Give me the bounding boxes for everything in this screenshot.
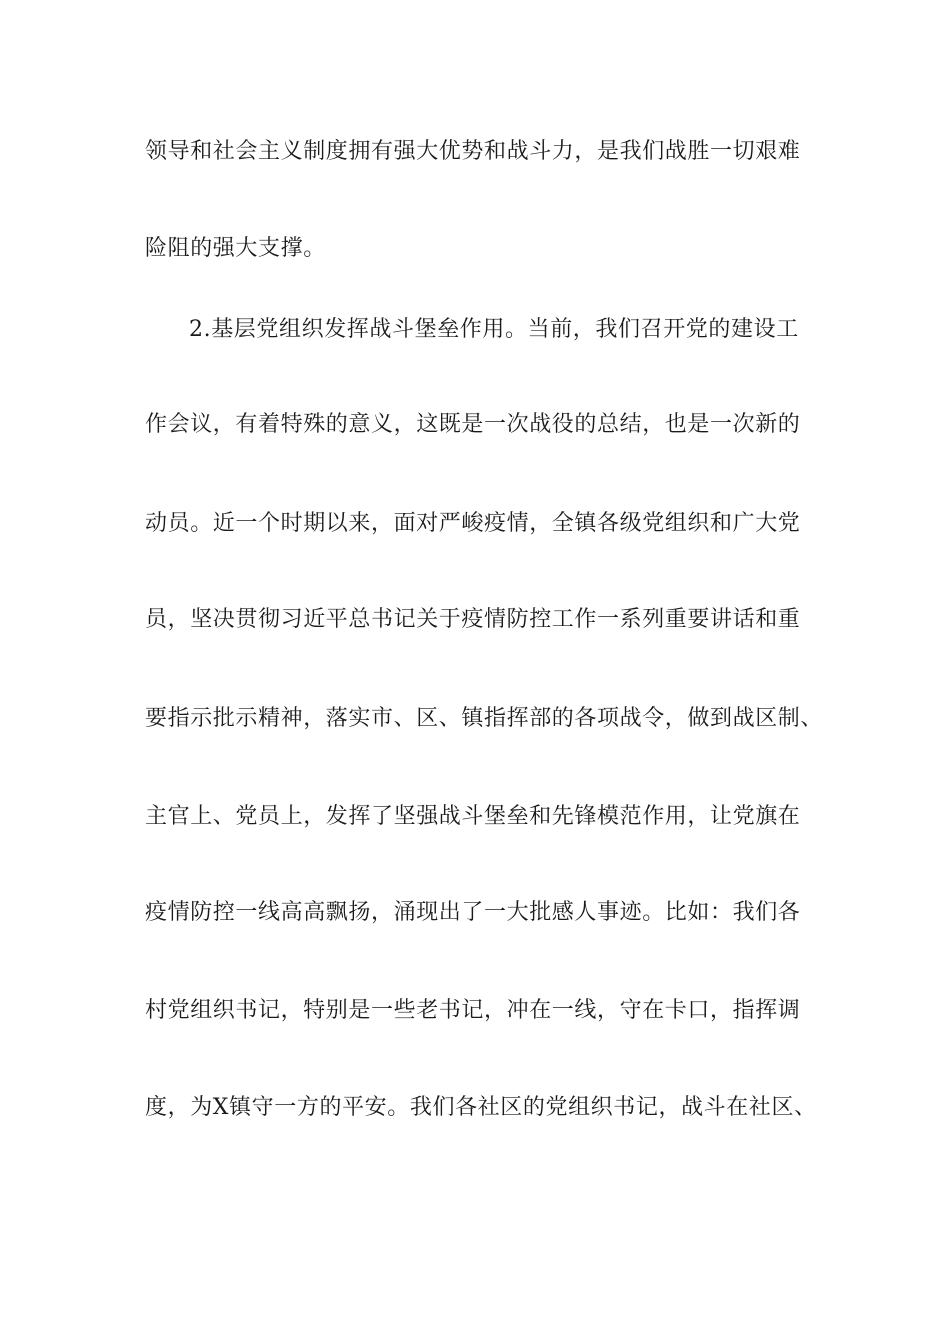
paragraph-line: 作会议，有着特殊的意义，这既是一次战役的总结，也是一次新的	[145, 412, 801, 437]
paragraph-line: 疫情防控一线高高飘扬，涌现出了一大批感人事迹。比如：我们各	[145, 900, 801, 925]
paragraph-line: 2.基层党组织发挥战斗堡垒作用。当前，我们召开党的建设工	[189, 317, 799, 342]
paragraph-line: 险阻的强大支撑。	[145, 236, 326, 261]
paragraph-line: 主官上、党员上，发挥了坚强战斗堡垒和先锋模范作用，让党旗在	[145, 804, 801, 829]
paragraph-line: 要指示批示精神，落实市、区、镇指挥部的各项战令，做到战区制、	[145, 706, 824, 731]
paragraph-line: 动员。近一个时期以来，面对严峻疫情，全镇各级党组织和广大党	[145, 511, 801, 536]
paragraph-line: 村党组织书记，特别是一些老书记，冲在一线，守在卡口，指挥调	[145, 998, 801, 1023]
paragraph-line: 领导和社会主义制度拥有强大优势和战斗力，是我们战胜一切艰难	[145, 139, 801, 164]
paragraph-line: 员，坚决贯彻习近平总书记关于疫情防控工作一系列重要讲话和重	[145, 607, 801, 632]
paragraph-line: 度，为X镇守一方的平安。我们各社区的党组织书记，战斗在社区、	[145, 1095, 817, 1120]
